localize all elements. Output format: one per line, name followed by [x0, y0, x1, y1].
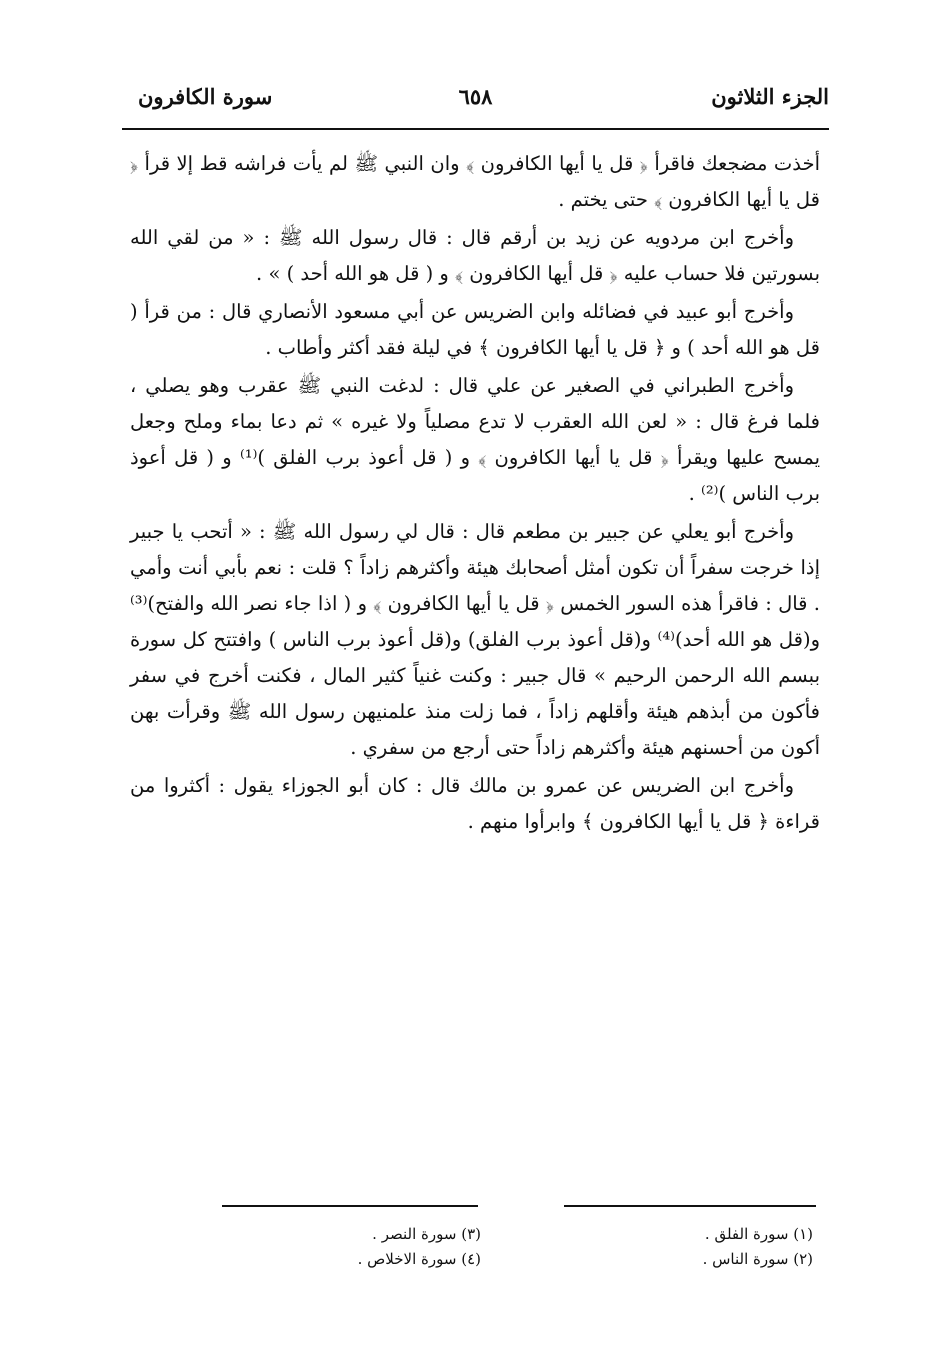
paragraph: وأخرج ابن مردويه عن زيد بن أرقم قال : قال رسول الله ﷺ : « من لقي الله بسورتين فلا حساب عليه ﴿ قل أيها الكافرون ﴾ و ( قل هو الله أحد ) » . [130, 226, 820, 285]
footnote: (٢) سورة الناس . [702, 1250, 813, 1268]
footnote: (٣) سورة النصر . [372, 1225, 481, 1243]
part-title: الجزء الثلاثون [711, 84, 829, 109]
surah-title: سورة الكافرون [138, 84, 273, 109]
paragraph: وأخرج أبو يعلي عن جبير بن مطعم قال : قال لي رسول الله ﷺ : « أتحب يا جبير إذا خرجت سفراً أن تكون أمثل أصحابك هيئة وأكثرهم زاداً ؟ قلت : نعم بأبي أنت وأمي . قال : فاقرأ هذه السور الخمس ﴿ قل يا أيها الكافرون ﴾ و ( اذا جاء نصر الله والفتح)⁽³⁾ و(قل هو الله أحد)⁽⁴⁾ و(قل أعوذ برب الفلق) و(قل أعوذ برب الناس ) وافتتح كل سورة ببسم الله الرحمن الرحيم » قال جبير : وكنت غنياً كثير المال ، فكنت أخرج في سفر فأكون من أبذهم هيئة وأقلهم زاداً ، فما زلت منذ علمنيهن رسول الله ﷺ وقرأت بهن أكون من أحسنهم هيئة وأكثرهم زاداً حتى أرجع من سفري . [130, 520, 820, 759]
footnote: (٤) سورة الاخلاص . [357, 1250, 481, 1268]
paragraph: وأخرج ابن الضريس عن عمرو بن مالك قال : كان أبو الجوزاء يقول : أكثروا من قراءة ﴿ قل يا أيها الكافرون ﴾ وابرأوا منهم . [130, 774, 820, 833]
footnotes-right [563, 1222, 813, 1272]
running-header [122, 78, 829, 118]
footnote-rule-right [564, 1205, 816, 1207]
main-text [130, 146, 820, 842]
paragraph: وأخرج أبو عبيد في فضائله وابن الضريس عن أبي مسعود الأنصاري قال : من قرأ ( قل هو الله أحد ) و ﴿ قل يا أيها الكافرون ﴾ في ليلة فقد أكثر وأطاب . [130, 300, 820, 359]
page-number: ٦٥٨ [458, 84, 493, 109]
footnotes-left [231, 1222, 481, 1272]
footnote: (١) سورة الفلق . [704, 1225, 813, 1243]
footnote-rule-left [222, 1205, 478, 1207]
paragraph: وأخرج الطبراني في الصغير عن علي قال : لدغت النبي ﷺ عقرب وهو يصلي ، فلما فرغ قال : « لعن الله العقرب لا تدع مصلياً ولا غيره » ثم دعا بماء وملح وجعل يمسح عليها ويقرأ ﴿ قل يا أيها الكافرون ﴾ و ( قل أعوذ برب الفلق )⁽¹⁾ و ( قل أعوذ برب الناس )⁽²⁾ . [130, 374, 820, 505]
paragraph: أخذت مضجعك فاقرأ ﴿ قل يا أيها الكافرون ﴾ وان النبي ﷺ لم يأت فراشه قط إلا قرأ ﴿ قل يا أيها الكافرون ﴾ حتى يختم . [130, 152, 820, 211]
header-rule [122, 128, 829, 130]
